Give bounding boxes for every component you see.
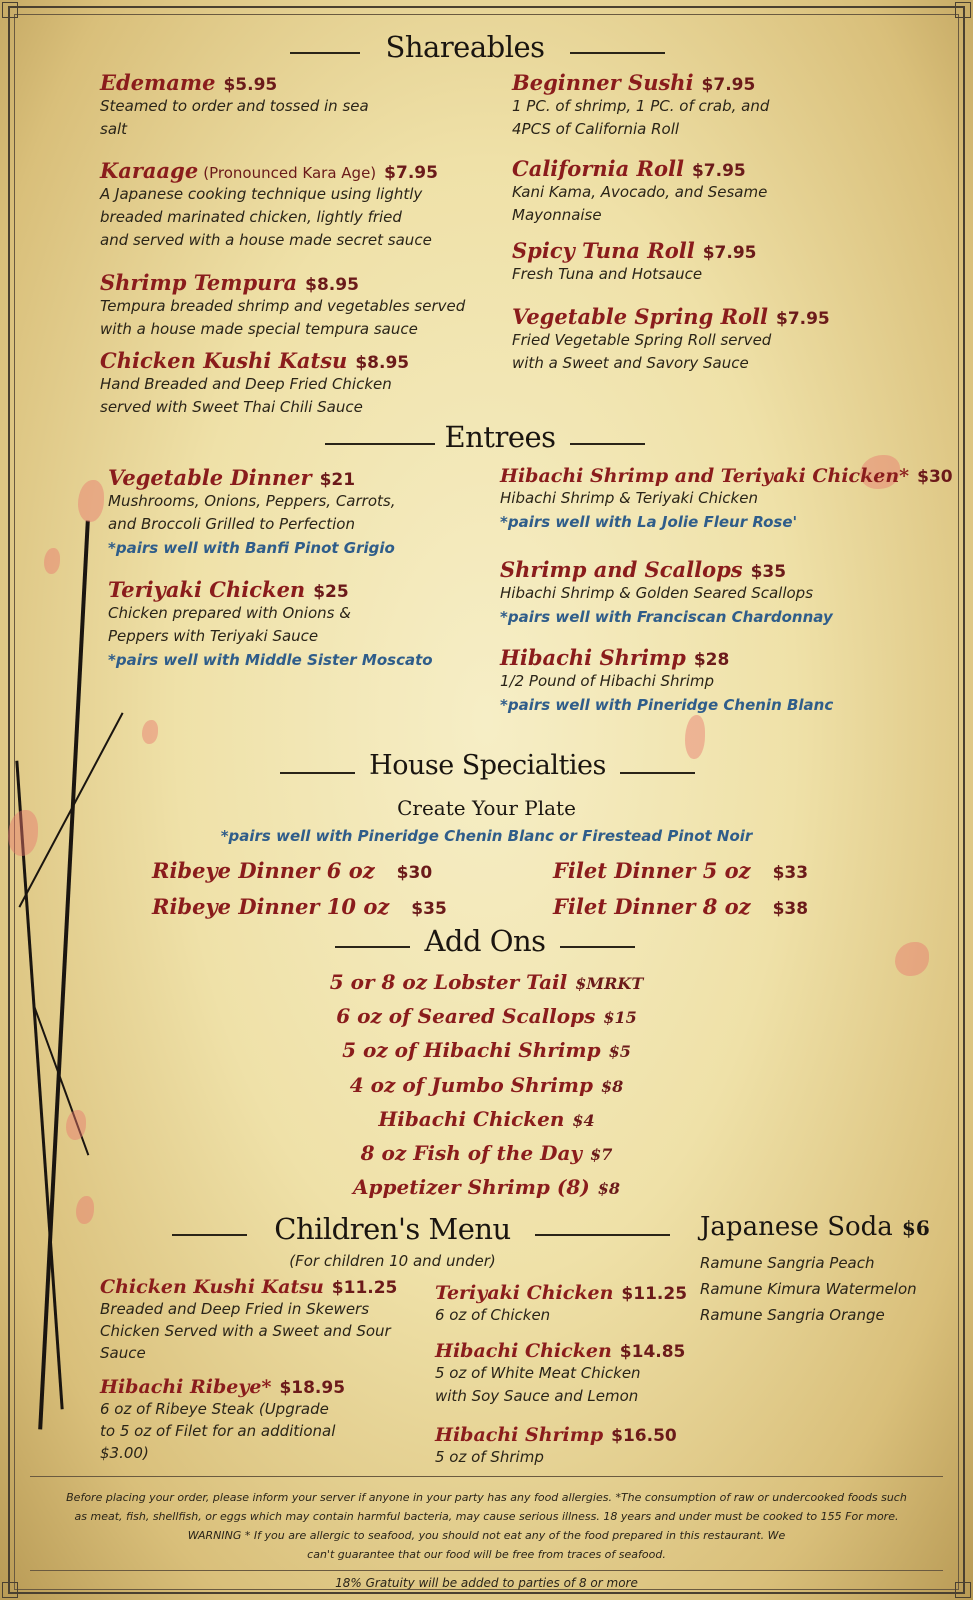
item-desc: 1/2 Pound of Hibachi Shrimp (500, 672, 715, 690)
menu-item (512, 304, 932, 375)
menu-item (553, 858, 808, 894)
wine-pairing: *pairs well with La Jolie Fleur Rose' (500, 513, 798, 531)
section-rule (570, 52, 665, 54)
addon-item (0, 1073, 973, 1097)
item-name: Hibachi Shrimp (500, 645, 686, 670)
menu-item (152, 894, 447, 919)
item-name: Chicken Kushi Katsu (100, 1276, 324, 1298)
item-name: Teriyaki Chicken (435, 1282, 614, 1304)
section-rule (570, 443, 645, 445)
item-desc: salt (100, 120, 128, 138)
item-name: 5 or 8 oz Lobster Tail (329, 970, 568, 994)
item-name: Hibachi Ribeye* (100, 1376, 272, 1398)
item-price: $7.95 (775, 309, 830, 329)
menu-item (100, 270, 490, 348)
notice-line: WARNING * If you are allergic to seafood, you should not eat any of the food prepared in this restaurant. We (187, 1529, 786, 1542)
specialties-left-column (152, 858, 447, 919)
item-desc: 6 oz of Ribeye Steak (Upgrade (100, 1400, 329, 1418)
item-desc: 5 oz of White Meat Chicken (435, 1364, 641, 1382)
addon-item (0, 970, 973, 994)
item-desc: breaded marinated chicken, lightly fried (100, 208, 402, 226)
wine-pairing: *pairs well with Banfi Pinot Grigio (108, 539, 395, 557)
item-price: $18.95 (279, 1378, 346, 1398)
item-price: $11.25 (621, 1284, 688, 1304)
entrees-left-column (108, 465, 488, 672)
section-rule (172, 1234, 247, 1236)
menu-item (500, 557, 945, 645)
item-price: $7.95 (702, 243, 757, 263)
item-name: Filet Dinner 8 oz (553, 894, 751, 919)
item-price: $4 (572, 1111, 595, 1130)
shareables-right-column (512, 70, 932, 375)
section-rule (335, 946, 410, 948)
item-price: $30 (917, 467, 953, 487)
menu-item (152, 858, 447, 894)
menu-item (100, 1376, 430, 1464)
soda-section (700, 1212, 945, 1328)
item-name: Karaage (100, 158, 199, 183)
item-name: Edemame (100, 70, 216, 95)
item-desc: Sauce (100, 1344, 146, 1362)
item-desc: Steamed to order and tossed in sea (100, 97, 369, 115)
menu-item (100, 70, 490, 158)
item-desc: Hibachi Shrimp & Golden Seared Scallops (500, 584, 814, 602)
addon-item (0, 1141, 973, 1165)
item-name: Ribeye Dinner 6 oz (152, 858, 375, 883)
menu-item (500, 645, 945, 717)
item-name: Vegetable Spring Roll (512, 304, 768, 329)
item-price: $7.95 (691, 161, 746, 181)
item-price: $8 (600, 1077, 624, 1096)
item-desc: $3.00) (100, 1444, 149, 1462)
item-name: Hibachi Chicken (378, 1107, 565, 1131)
item-name: Filet Dinner 5 oz (553, 858, 751, 883)
item-price: $38 (772, 899, 809, 919)
item-price: $15 (603, 1008, 637, 1027)
item-name: Spicy Tuna Roll (512, 238, 695, 263)
addon-item (0, 1004, 973, 1028)
addon-item (0, 1175, 973, 1199)
shareables-left-column (100, 70, 490, 419)
soda-item: Ramune Kimura Watermelon (700, 1280, 917, 1298)
item-desc: Mushrooms, Onions, Peppers, Carrots, (108, 492, 396, 510)
menu-item (512, 70, 932, 156)
item-desc: with Soy Sauce and Lemon (435, 1387, 639, 1405)
menu-item (500, 465, 953, 557)
specialties-pairing: *pairs well with Pineridge Chenin Blanc or Firestead Pinot Noir (220, 827, 753, 845)
item-price: $21 (319, 470, 356, 490)
item-price: $8 (597, 1179, 620, 1198)
section-rule (290, 52, 360, 54)
menu-item (553, 894, 808, 919)
item-name: Hibachi Shrimp and Teriyaki Chicken* (500, 465, 910, 487)
section-rule (620, 772, 695, 774)
item-name: Shrimp Tempura (100, 270, 298, 295)
section-rule (280, 772, 355, 774)
wine-pairing: *pairs well with Franciscan Chardonnay (500, 608, 833, 626)
item-price: $7.95 (701, 75, 756, 95)
item-desc: Tempura breaded shrimp and vegetables served (100, 297, 466, 315)
specialties-title: House Specialties (369, 750, 606, 781)
item-desc: Chicken Served with a Sweet and Sour (100, 1322, 391, 1340)
item-price: $5 (608, 1042, 631, 1061)
soda-item: Ramune Sangria Orange (700, 1306, 885, 1324)
item-price: $14.85 (619, 1342, 686, 1362)
item-price: $11.25 (331, 1278, 398, 1298)
item-desc: Breaded and Deep Fried in Skewers (100, 1300, 370, 1318)
item-desc: with a Sweet and Savory Sauce (512, 354, 749, 372)
item-price: $35 (411, 899, 447, 919)
soda-item: Ramune Sangria Peach (700, 1254, 875, 1272)
allergy-notice (36, 1488, 937, 1564)
item-price: $33 (772, 863, 809, 883)
menu-item (100, 1276, 430, 1376)
entrees-right-column (500, 465, 953, 717)
menu-item (435, 1282, 690, 1340)
specialties-right-column (553, 858, 808, 919)
item-price: $7 (590, 1145, 613, 1164)
menu-item (435, 1424, 690, 1469)
children-left-column (100, 1276, 430, 1464)
item-name: Ribeye Dinner 10 oz (152, 894, 390, 919)
item-desc: to 5 oz of Filet for an additional (100, 1422, 336, 1440)
item-desc: 1 PC. of shrimp, 1 PC. of crab, and (512, 97, 770, 115)
item-name: Vegetable Dinner (108, 465, 312, 490)
section-rule (535, 1234, 670, 1236)
soda-title: Japanese Soda (700, 1212, 893, 1242)
item-name: Chicken Kushi Katsu (100, 348, 348, 373)
notice-line: Before placing your order, please inform your server if anyone in your party has any food allergies. *The consumption of raw or undercooked foods such (66, 1491, 907, 1504)
section-rule (560, 946, 635, 948)
corner-ornament (2, 1582, 18, 1598)
item-name: Shrimp and Scallops (500, 557, 743, 582)
item-price: $5.95 (223, 75, 278, 95)
item-desc: 6 oz of Chicken (435, 1306, 551, 1324)
item-desc: Kani Kama, Avocado, and Sesame (512, 183, 768, 201)
item-price: $8.95 (355, 353, 410, 373)
soda-price: $6 (901, 1216, 930, 1240)
item-desc: with a house made special tempura sauce (100, 320, 418, 338)
item-name: Hibachi Chicken (435, 1340, 612, 1362)
item-desc: and served with a house made secret sauce (100, 231, 432, 249)
item-desc: and Broccoli Grilled to Perfection (108, 515, 355, 533)
item-desc: served with Sweet Thai Chili Sauce (100, 398, 363, 416)
item-price: $8.95 (305, 275, 359, 295)
menu-item (108, 465, 488, 577)
menu-item (100, 158, 490, 270)
footer-rule (30, 1570, 943, 1571)
gratuity-notice: 18% Gratuity will be added to parties of 8 or more (335, 1576, 638, 1590)
footer-rule (30, 1476, 943, 1477)
menu-item (512, 238, 932, 304)
item-name: 4 oz of Jumbo Shrimp (349, 1073, 593, 1097)
item-note: (Pronounced Kara Age) (203, 164, 377, 182)
menu-item (435, 1340, 690, 1424)
children-title: Children's Menu (274, 1212, 511, 1246)
addons-title: Add Ons (424, 924, 546, 958)
item-desc: 5 oz of Shrimp (435, 1448, 544, 1466)
notice-line: as meat, fish, shellfish, or eggs which may contain harmful bacteria, may cause serious illness. 18 years and under must be cooked to 155 For more. (74, 1510, 899, 1523)
children-right-column (435, 1282, 690, 1469)
item-price: $28 (693, 650, 730, 670)
item-name: Teriyaki Chicken (108, 577, 306, 602)
item-desc: Hand Breaded and Deep Fried Chicken (100, 375, 392, 393)
item-price: $MRKT (575, 974, 644, 993)
menu-item (512, 156, 932, 238)
item-desc: Fresh Tuna and Hotsauce (512, 265, 703, 283)
shareables-title: Shareables (385, 30, 545, 64)
item-desc: Peppers with Teriyaki Sauce (108, 627, 319, 645)
item-name: Appetizer Shrimp (8) (353, 1175, 590, 1199)
item-desc: Fried Vegetable Spring Roll served (512, 331, 772, 349)
notice-line: can't guarantee that our food will be free from traces of seafood. (307, 1548, 666, 1561)
item-price: $35 (750, 562, 787, 582)
item-name: 6 oz of Seared Scallops (336, 1004, 596, 1028)
item-desc: Mayonnaise (512, 206, 602, 224)
wine-pairing: *pairs well with Pineridge Chenin Blanc (500, 696, 834, 714)
menu-item (100, 348, 490, 419)
section-rule (325, 443, 435, 445)
item-price: $25 (313, 582, 349, 602)
entrees-title: Entrees (444, 420, 556, 454)
item-name: Hibachi Shrimp (435, 1424, 604, 1446)
corner-ornament (955, 2, 971, 18)
menu-item (108, 577, 488, 672)
children-subtitle: (For children 10 and under) (289, 1252, 496, 1270)
item-desc: Hibachi Shrimp & Teriyaki Chicken (500, 489, 758, 507)
item-price: $16.50 (611, 1426, 677, 1446)
addon-item (0, 1038, 973, 1062)
item-desc: 4PCS of California Roll (512, 120, 680, 138)
item-name: 5 oz of Hibachi Shrimp (342, 1038, 601, 1062)
corner-ornament (2, 2, 18, 18)
specialties-subtitle: Create Your Plate (397, 796, 576, 820)
item-price: $7.95 (384, 163, 438, 183)
wine-pairing: *pairs well with Middle Sister Moscato (108, 651, 433, 669)
item-name: California Roll (512, 156, 684, 181)
item-price: $30 (396, 863, 433, 883)
addon-item (0, 1107, 973, 1131)
item-name: Beginner Sushi (512, 70, 694, 95)
item-name: 8 oz Fish of the Day (360, 1141, 583, 1165)
corner-ornament (955, 1582, 971, 1598)
item-desc: Chicken prepared with Onions & (108, 604, 351, 622)
item-desc: A Japanese cooking technique using lightly (100, 185, 423, 203)
